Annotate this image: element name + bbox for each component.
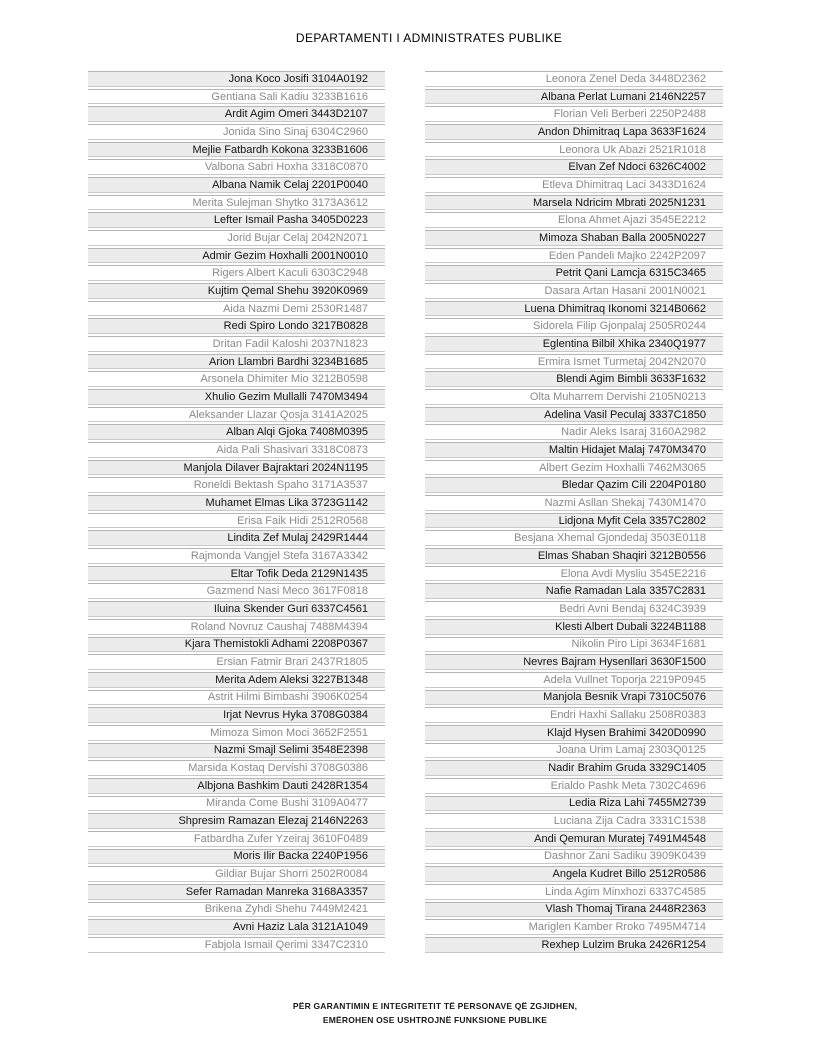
footer-note (0, 999, 816, 1027)
list-item: Florian Veli Berberi 2250P2488 (425, 106, 723, 122)
list-item: Arsonela Dhimiter Mio 3212B0598 (88, 371, 385, 387)
list-item: Elona Ahmet Ajazi 3545E2212 (425, 212, 723, 228)
list-item: Mimoza Simon Moci 3652F2551 (88, 725, 385, 741)
list-item: Gentiana Sali Kadiu 3233B1616 (88, 89, 385, 105)
list-item: Angela Kudret Billo 2512R0586 (425, 866, 723, 882)
list-item: Ardit Agim Omeri 3443D2107 (88, 106, 385, 122)
list-item: Eglentina Bilbil Xhika 2340Q1977 (425, 336, 723, 352)
list-item: Andon Dhimitraq Lapa 3633F1624 (425, 124, 723, 140)
list-item: Bledar Qazim Cili 2204P0180 (425, 477, 723, 493)
list-item: Leonora Zenel Deda 3448D2362 (425, 71, 723, 87)
list-item: Nadir Aleks Isaraj 3160A2982 (425, 424, 723, 440)
list-item: Mariglen Kamber Rroko 7495M4714 (425, 919, 723, 935)
list-item: Eltar Tofik Deda 2129N1435 (88, 566, 385, 582)
list-item: Moris Ilir Backa 2240P1956 (88, 849, 385, 865)
list-item: Redi Spiro Londo 3217B0828 (88, 318, 385, 334)
list-item: Albana Perlat Lumani 2146N2257 (425, 89, 723, 105)
list-item: Roland Novruz Caushaj 7488M4394 (88, 619, 385, 635)
list-item: Elona Avdi Mysliu 3545E2216 (425, 566, 723, 582)
list-item: Albert Gezim Hoxhalli 7462M3065 (425, 460, 723, 476)
list-item: Albjona Bashkim Dauti 2428R1354 (88, 778, 385, 794)
list-item: Maltin Hidajet Malaj 7470M3470 (425, 442, 723, 458)
list-item: Andi Qemuran Muratej 7491M4548 (425, 831, 723, 847)
list-item: Elvan Zef Ndoci 6326C4002 (425, 159, 723, 175)
list-item: Marsela Ndricim Mbrati 2025N1231 (425, 195, 723, 211)
list-item: Merita Sulejman Shytko 3173A3612 (88, 195, 385, 211)
list-item: Dritan Fadil Kaloshi 2037N1823 (88, 336, 385, 352)
name-list-left (88, 71, 385, 955)
list-item: Nazmi Smajl Selimi 3548E2398 (88, 743, 385, 759)
list-item: Miranda Come Bushi 3109A0477 (88, 796, 385, 812)
list-item: Nikolin Piro Lipi 3634F1681 (425, 637, 723, 653)
list-item: Shpresim Ramazan Elezaj 2146N2263 (88, 813, 385, 829)
list-item: Lidjona Myfit Cela 3357C2802 (425, 513, 723, 529)
list-item: Brikena Zyhdi Shehu 7449M2421 (88, 902, 385, 918)
list-item: Kjara Themistokli Adhami 2208P0367 (88, 637, 385, 653)
list-item: Endri Haxhi Sallaku 2508R0383 (425, 707, 723, 723)
list-item: Jorid Bujar Celaj 2042N2071 (88, 230, 385, 246)
footer-line-2: EMËROHEN OSE USHTROJNË FUNKSIONE PUBLIKE (322, 1015, 548, 1025)
list-item: Manjola Dilaver Bajraktari 2024N1195 (88, 460, 385, 476)
list-item: Arion Llambri Bardhi 3234B1685 (88, 354, 385, 370)
list-item: Bedri Avni Bendaj 6324C3939 (425, 601, 723, 617)
name-list-right (425, 71, 723, 955)
list-item: Muhamet Elmas Lika 3723G1142 (88, 495, 385, 511)
list-item: Mejlie Fatbardh Kokona 3233B1606 (88, 142, 385, 158)
list-item: Lefter Ismail Pasha 3405D0223 (88, 212, 385, 228)
list-item: Dasara Artan Hasani 2001N0021 (425, 283, 723, 299)
list-item: Etleva Dhimitraq Laci 3433D1624 (425, 177, 723, 193)
list-item: Manjola Besnik Vrapi 7310C5076 (425, 690, 723, 706)
list-item: Merita Adem Aleksi 3227B1348 (88, 672, 385, 688)
list-item: Alban Alqi Gjoka 7408M0395 (88, 424, 385, 440)
list-item: Iluina Skender Guri 6337C4561 (88, 601, 385, 617)
list-item: Dashnor Zani Sadiku 3909K0439 (425, 849, 723, 865)
list-item: Vlash Thomaj Tirana 2448R2363 (425, 902, 723, 918)
list-item: Roneldi Bektash Spaho 3171A3537 (88, 477, 385, 493)
list-item: Linda Agim Minxhozi 6337C4585 (425, 884, 723, 900)
list-item: Adela Vullnet Toporja 2219P0945 (425, 672, 723, 688)
list-item: Nafie Ramadan Lala 3357C2831 (425, 583, 723, 599)
list-item: Petrit Qani Lamcja 6315C3465 (425, 265, 723, 281)
list-item: Astrit Hilmi Bimbashi 3906K0254 (88, 690, 385, 706)
list-item: Lindita Zef Mulaj 2429R1444 (88, 530, 385, 546)
list-item: Luciana Zija Cadra 3331C1538 (425, 813, 723, 829)
list-item: Fabjola Ismail Qerimi 3347C2310 (88, 937, 385, 953)
list-item: Eden Pandeli Majko 2242P2097 (425, 248, 723, 264)
list-item: Avni Haziz Lala 3121A1049 (88, 919, 385, 935)
list-item: Olta Muharrem Dervishi 2105N0213 (425, 389, 723, 405)
list-item: Jonida Sino Sinaj 6304C2960 (88, 124, 385, 140)
list-item: Leonora Uk Abazi 2521R1018 (425, 142, 723, 158)
list-item: Rigers Albert Kaculi 6303C2948 (88, 265, 385, 281)
list-item: Ermira Ismet Turmetaj 2042N2070 (425, 354, 723, 370)
list-item: Valbona Sabri Hoxha 3318C0870 (88, 159, 385, 175)
list-item: Nazmi Asllan Shekaj 7430M1470 (425, 495, 723, 511)
list-item: Erisa Faik Hidi 2512R0568 (88, 513, 385, 529)
list-item: Albana Namik Celaj 2201P0040 (88, 177, 385, 193)
list-item: Fatbardha Zufer Yzeiraj 3610F0489 (88, 831, 385, 847)
list-item: Blendi Agim Bimbli 3633F1632 (425, 371, 723, 387)
list-item: Klesti Albert Dubali 3224B1188 (425, 619, 723, 635)
list-item: Marsida Kostaq Dervishi 3708G0386 (88, 760, 385, 776)
list-item: Nevres Bajram Hysenllari 3630F1500 (425, 654, 723, 670)
list-item: Klajd Hysen Brahimi 3420D0990 (425, 725, 723, 741)
list-item: Luena Dhimitraq Ikonomi 3214B0662 (425, 301, 723, 317)
list-item: Sidorela Filip Gjonpalaj 2505R0244 (425, 318, 723, 334)
list-item: Xhulio Gezim Mullalli 7470M3494 (88, 389, 385, 405)
list-item: Aida Nazmi Demi 2530R1487 (88, 301, 385, 317)
list-item: Kujtim Qemal Shehu 3920K0969 (88, 283, 385, 299)
list-item: Irjat Nevrus Hyka 3708G0384 (88, 707, 385, 723)
list-item: Joana Urim Lamaj 2303Q0125 (425, 743, 723, 759)
list-item: Erialdo Pashk Meta 7302C4696 (425, 778, 723, 794)
list-item: Adelina Vasil Peculaj 3337C1850 (425, 407, 723, 423)
list-item: Nadir Brahim Gruda 3329C1405 (425, 760, 723, 776)
list-item: Gazmend Nasi Meco 3617F0818 (88, 583, 385, 599)
list-item: Rajmonda Vangjel Stefa 3167A3342 (88, 548, 385, 564)
list-item: Ledia Riza Lahi 7455M2739 (425, 796, 723, 812)
list-item: Ersian Fatmir Brari 2437R1805 (88, 654, 385, 670)
list-item: Elmas Shaban Shaqiri 3212B0556 (425, 548, 723, 564)
list-item: Rexhep Lulzim Bruka 2426R1254 (425, 937, 723, 953)
page-title: DEPARTAMENTI I ADMINISTRATES PUBLIKE (295, 31, 563, 45)
footer-line-1: PËR GARANTIMIN E INTEGRITETIT TË PERSONAVE QË ZGJIDHEN, (292, 1001, 578, 1011)
list-item: Gildiar Bujar Shorri 2502R0084 (88, 866, 385, 882)
list-item: Besjana Xhemal Gjondedaj 3503E0118 (425, 530, 723, 546)
list-item: Mimoza Shaban Balla 2005N0227 (425, 230, 723, 246)
list-item: Jona Koco Josifi 3104A0192 (88, 71, 385, 87)
list-item: Aleksander Llazar Qosja 3141A2025 (88, 407, 385, 423)
list-item: Admir Gezim Hoxhalli 2001N0010 (88, 248, 385, 264)
list-item: Aida Pali Shasivari 3318C0873 (88, 442, 385, 458)
list-item: Sefer Ramadan Manreka 3168A3357 (88, 884, 385, 900)
